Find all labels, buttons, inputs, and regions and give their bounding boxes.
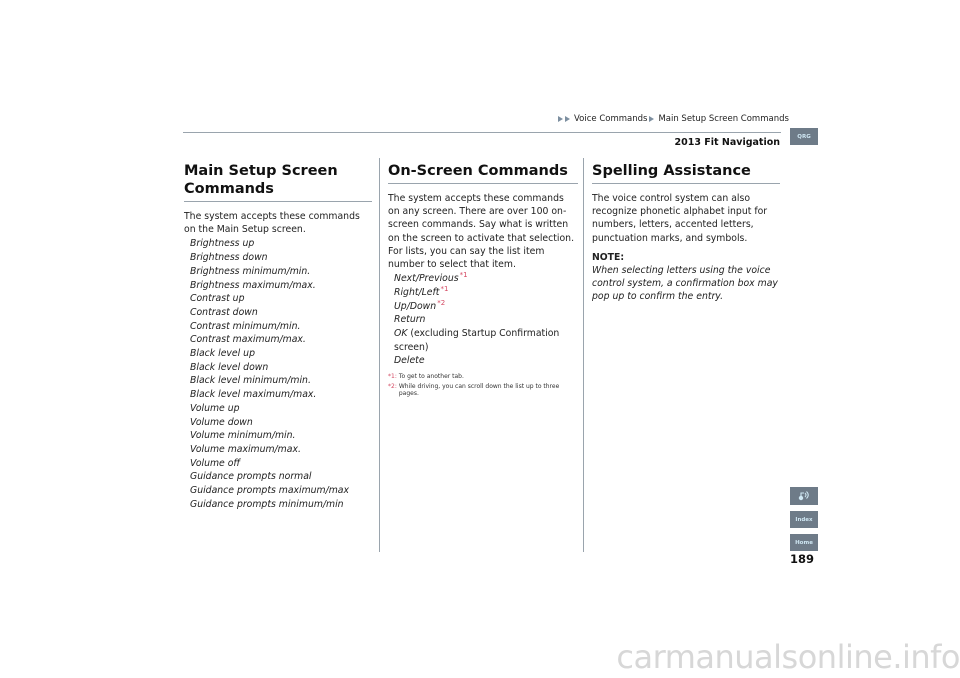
command-text: Up/Down: [394, 300, 437, 312]
footnotes: [388, 373, 578, 398]
section-heading: Main Setup Screen Commands: [184, 163, 338, 197]
breadcrumb-voice-commands[interactable]: Voice Commands: [574, 114, 648, 124]
command-item: Black level minimum/min.: [190, 375, 311, 387]
footnote-mark: *1: [440, 284, 449, 293]
command-item: Guidance prompts normal: [190, 471, 312, 483]
command-note: (excluding Startup Confirmation screen): [394, 328, 560, 353]
command-list: [388, 272, 578, 368]
home-tab[interactable]: Home: [790, 534, 818, 551]
footnote-mark: *2:: [388, 382, 397, 390]
footnote-mark: *1: [459, 271, 468, 280]
footnote-text: To get to another tab.: [398, 373, 464, 381]
section-heading: Spelling Assistance: [592, 163, 751, 179]
command-item: Contrast down: [190, 306, 258, 318]
command-text: Return: [394, 314, 426, 326]
breadcrumb-current: Main Setup Screen Commands: [658, 114, 789, 124]
breadcrumb-arrow-icon: [649, 116, 654, 122]
command-text: Next/Previous: [394, 273, 459, 285]
command-item: Brightness minimum/min.: [190, 265, 311, 277]
qrg-tab[interactable]: QRG: [790, 128, 818, 145]
command-text: Delete: [394, 355, 425, 367]
watermark-text: carmanualsonline.info: [616, 638, 960, 676]
command-item: [388, 327, 578, 354]
column-divider: [583, 158, 584, 552]
command-item: [388, 300, 578, 314]
footnote-text: While driving, you can scroll down the list up to three pages.: [398, 382, 560, 398]
section-intro: The system accepts these commands on any screen. There are over 100 on-screen commands. Say what is written on the screen to activate that selection. For lists, you can say the list item number to select that item.: [388, 193, 575, 271]
main-setup-section: [184, 162, 372, 511]
command-item: Contrast minimum/min.: [190, 320, 301, 332]
section-intro: The system accepts these commands on the Main Setup screen.: [184, 211, 360, 236]
column-divider: [379, 158, 380, 552]
page-number: 189: [790, 552, 815, 566]
command-text: OK: [394, 328, 408, 340]
command-item: Guidance prompts minimum/min: [190, 498, 344, 510]
command-item: Brightness down: [190, 252, 268, 264]
manual-title: 2013 Fit Navigation: [674, 137, 780, 148]
footnote-mark: *1:: [388, 373, 397, 381]
command-item: Volume maximum/max.: [190, 443, 301, 455]
command-item: Volume minimum/min.: [190, 430, 296, 442]
command-item: Contrast maximum/max.: [190, 334, 306, 346]
breadcrumb-arrow-icon: [565, 116, 570, 122]
command-item: Black level maximum/max.: [190, 389, 317, 401]
voice-commands-tab[interactable]: [790, 487, 818, 505]
note-label: NOTE:: [592, 251, 625, 263]
command-item: Brightness up: [190, 238, 255, 250]
breadcrumb: [558, 114, 791, 124]
heading-rule: [388, 183, 578, 184]
heading-rule: [184, 201, 372, 202]
command-item: Black level up: [190, 348, 255, 360]
watermark-bar: [0, 636, 960, 678]
command-item: Volume down: [190, 416, 253, 428]
command-item: Guidance prompts maximum/max: [190, 485, 350, 497]
on-screen-section: [388, 162, 578, 398]
command-list: [184, 237, 372, 511]
command-item: Volume off: [190, 457, 241, 469]
command-item: Volume up: [190, 402, 240, 414]
footnote: [388, 373, 578, 381]
command-text: Right/Left: [394, 286, 440, 298]
command-item: Black level down: [190, 361, 269, 373]
index-tab[interactable]: Index: [790, 511, 818, 528]
section-heading: On-Screen Commands: [388, 163, 568, 179]
command-item: Brightness maximum/max.: [190, 279, 316, 291]
voice-icon: [797, 490, 811, 502]
command-item: Contrast up: [190, 293, 245, 305]
header-rule: [183, 132, 781, 133]
command-item: [388, 286, 578, 300]
command-item: [388, 354, 578, 368]
footnote-mark: *2: [437, 298, 446, 307]
heading-rule: [592, 183, 780, 184]
spelling-section: [592, 162, 780, 303]
command-item: [388, 272, 578, 286]
breadcrumb-arrow-icon: [558, 116, 563, 122]
footnote: [388, 383, 578, 398]
note-text: When selecting letters using the voice control system, a confirmation box may pop up to confirm the entry.: [592, 264, 778, 303]
section-intro: The voice control system can also recognize phonetic alphabet input for numbers, letters, accented letters, punctuation marks, and symbols.: [592, 193, 768, 244]
command-item: [388, 313, 578, 327]
